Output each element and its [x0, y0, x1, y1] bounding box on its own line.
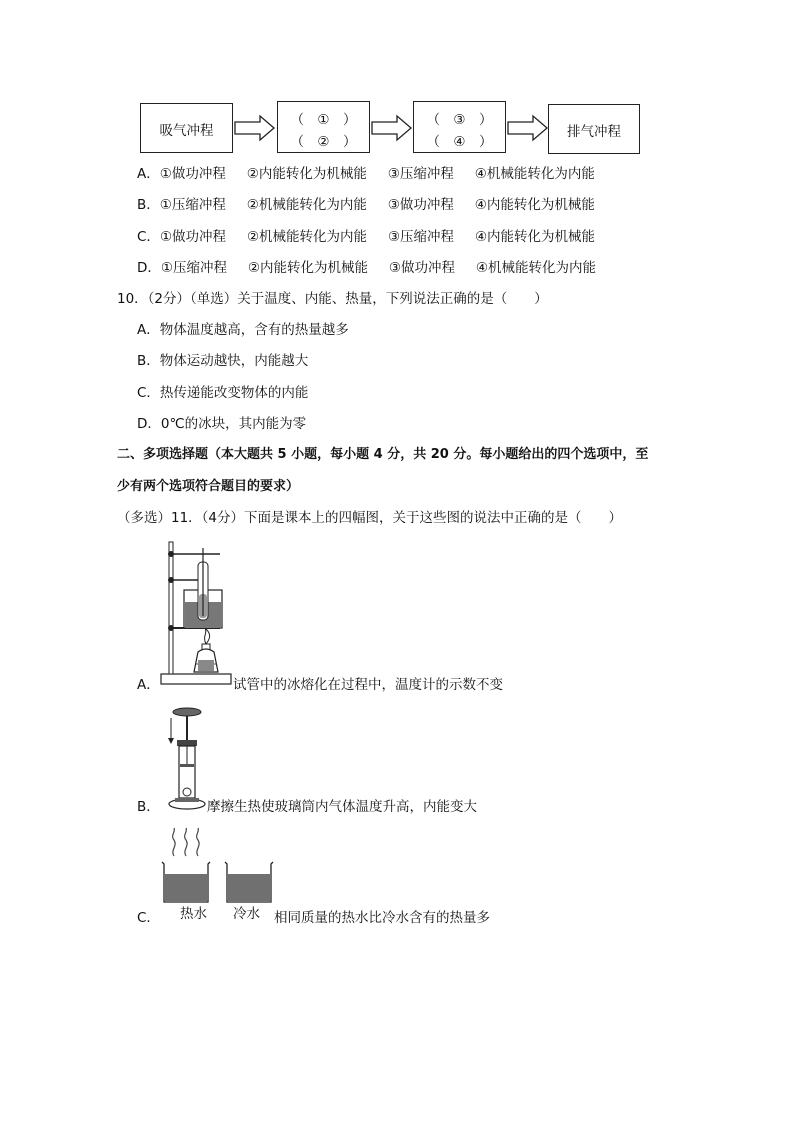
q9-option-a-label: A． — [137, 166, 160, 182]
q11-option-a-label[interactable]: A． — [137, 677, 160, 693]
hot-water-beaker-figure — [158, 826, 214, 904]
flow-blank-4: （ ④ ） — [426, 134, 493, 150]
flow-box-exhaust-label: 排气冲程 — [567, 124, 621, 140]
q10-option-a[interactable]: A．物体温度越高，含有的热量越多 — [137, 322, 349, 338]
flow-arrow-1 — [234, 115, 276, 141]
flow-blank-1: （ ① ） — [290, 112, 357, 128]
q9-option-a-p3: ③压缩冲程 — [387, 166, 454, 182]
q9-option-b-p1: ①压缩冲程 — [159, 197, 226, 213]
q9-option-a-p4: ④机械能转化为内能 — [474, 166, 595, 182]
flow-box-exhaust — [548, 104, 640, 154]
q9-option-c-label: C． — [137, 229, 160, 245]
q9-option-d-p3: ③做功冲程 — [388, 260, 456, 276]
cold-water-caption: 冷水 — [233, 906, 260, 922]
q9-option-c-p2: ②机械能转化为内能 — [246, 229, 368, 245]
ice-melting-apparatus-figure — [158, 540, 234, 690]
q9-option-d[interactable] — [137, 259, 596, 277]
flow-box-intake-label: 吸气冲程 — [159, 123, 214, 139]
q10-stem: 10．（2分）（单选）关于温度、内能、热量，下列说法正确的是（ ） — [117, 291, 548, 307]
cold-water-beaker-figure — [223, 858, 275, 904]
flow-arrow-3 — [507, 115, 549, 141]
section-2-heading-line-2: 少有两个选项符合题目的要求） — [117, 479, 300, 494]
q10-option-c[interactable]: C．热传递能改变物体的内能 — [137, 385, 309, 401]
q9-option-d-label: D． — [137, 260, 161, 276]
air-compression-piston-figure — [160, 706, 206, 816]
q9-option-d-p4: ④机械能转化为内能 — [475, 260, 597, 276]
flow-arrow-2 — [371, 115, 413, 141]
flow-box-unknown-2 — [413, 101, 506, 153]
q10-option-d[interactable]: D．0℃的冰块，其内能为零 — [137, 416, 307, 432]
q9-option-c-p1: ①做功冲程 — [159, 229, 227, 245]
q9-option-b-p2: ②机械能转化为内能 — [246, 197, 367, 213]
q9-option-b-p4: ④内能转化为机械能 — [474, 197, 595, 213]
q9-option-a-p1: ①做功冲程 — [159, 166, 226, 182]
q11-option-b-label[interactable]: B． — [137, 799, 160, 815]
section-2-heading-line-1: 二、多项选择题（本大题共 5 小题，每小题 4 分，共 20 分。每小题给出的四个选项中，至 — [117, 447, 649, 462]
q9-option-a-p2: ②内能转化为机械能 — [246, 166, 367, 182]
q9-option-a[interactable] — [137, 165, 595, 183]
flow-box-unknown-1 — [277, 101, 370, 153]
flow-box-intake — [140, 103, 233, 153]
q11-option-a-text[interactable]: 试管中的冰熔化在过程中，温度计的示数不变 — [233, 677, 503, 693]
q9-option-b-label: B． — [137, 197, 160, 213]
q11-option-b-text[interactable]: 摩擦生热使玻璃筒内气体温度升高，内能变大 — [207, 799, 477, 815]
flow-blank-3: （ ③ ） — [426, 112, 493, 128]
q11-option-c-label[interactable]: C． — [137, 910, 160, 926]
q9-option-d-p2: ②内能转化为机械能 — [247, 260, 369, 276]
q9-option-c-p4: ④内能转化为机械能 — [474, 229, 596, 245]
q10-option-b[interactable]: B．物体运动越快，内能越大 — [137, 353, 309, 369]
q11-stem: （多选）11．（4分）下面是课本上的四幅图，关于这些图的说法中正确的是（ ） — [117, 510, 623, 526]
q9-option-b-p3: ③做功冲程 — [387, 197, 454, 213]
q9-option-b[interactable] — [137, 196, 595, 214]
q9-option-c-p3: ③压缩冲程 — [387, 229, 455, 245]
flow-blank-2: （ ② ） — [290, 134, 357, 150]
q9-option-d-p1: ①压缩冲程 — [160, 260, 228, 276]
q9-option-c[interactable] — [137, 228, 595, 246]
q11-option-c-text[interactable]: 相同质量的热水比冷水含有的热量多 — [274, 910, 490, 926]
hot-water-caption: 热水 — [180, 906, 207, 922]
